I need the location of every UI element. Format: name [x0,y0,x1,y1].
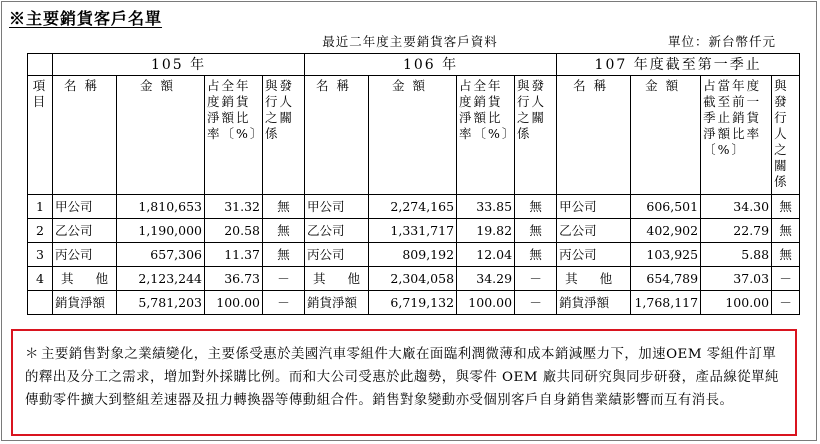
header-amount: 金額 [631,76,701,195]
amount-cell: 2,304,058 [369,267,457,291]
ratio-cell: 31.32 [205,195,263,219]
remark-bullet: ＊ [25,347,39,362]
relation-cell: 無 [515,243,557,267]
header-ratio: 占全年度銷貨淨額比率〔%〕 [205,76,263,195]
customer-name-cell: 銷貨淨額 [305,291,369,315]
remark-text: 主要銷售對象之業績變化，主要係受惠於美國汽車零組件大廠在面臨利潤微薄和成本銷減壓力下，加速OEM 零組件訂單的釋出及分工之需求，增加對外採購比例。而和大公司受惠於此趨勢，與零件 OEM 廠共同研究與同步研發，產品線從單純傳動零件擴大到整組差速器及扭力轉換器等傳動組合件。銷售對象變動亦受個別客戶自身銷售業績影響而互有消長。 [25,347,779,408]
relation-cell: － [515,267,557,291]
relation-cell: － [772,291,800,315]
amount-cell: 2,274,165 [369,195,457,219]
ratio-cell: 22.79 [701,219,772,243]
corner-cell [28,54,53,76]
ratio-cell: 34.29 [457,267,515,291]
header-ratio: 占全年度銷貨淨額比率〔%〕 [457,76,515,195]
header-relation: 與發行人之關係 [772,76,800,195]
amount-cell: 606,501 [631,195,701,219]
header-item: 項目 [28,76,53,195]
table-row [28,243,800,267]
customer-name-cell: 乙公司 [53,219,117,243]
customer-name-cell: 乙公司 [557,219,631,243]
ratio-cell: 34.30 [701,195,772,219]
table-caption: 最近二年度主要銷貨客戶資料 [322,34,498,49]
period-105: 105 年 [53,54,305,76]
period-107q1: 107 年度截至第一季止 [557,54,800,76]
customer-name-cell: 甲公司 [305,195,369,219]
ratio-cell: 20.58 [205,219,263,243]
ratio-cell: 12.04 [457,243,515,267]
amount-cell: 1,190,000 [117,219,205,243]
section-title: ※主要銷貨客戶名單 [9,9,163,28]
amount-cell: 657,306 [117,243,205,267]
amount-cell: 1,768,117 [631,291,701,315]
currency-unit: 單位：新台幣仟元 [667,34,776,49]
row-item-number: 1 [28,195,53,219]
relation-cell: 無 [263,195,305,219]
row-item-number: 4 [28,267,53,291]
header-ratio-quarter: 占當年度截至前一季止銷貨淨額比率〔%〕 [701,76,772,195]
table-row [28,195,800,219]
sales-customer-table [27,53,800,315]
relation-cell: － [263,291,305,315]
relation-cell: － [515,291,557,315]
relation-cell: － [772,267,800,291]
header-relation: 與發行人之關係 [263,76,305,195]
remark-box [11,329,797,436]
customer-name-cell: 銷貨淨額 [53,291,117,315]
ratio-cell: 19.82 [457,219,515,243]
period-header-row [28,54,800,76]
customer-name-cell: 其他 [53,267,117,291]
customer-name-cell: 丙公司 [53,243,117,267]
relation-cell: 無 [772,243,800,267]
customer-name-cell: 銷貨淨額 [557,291,631,315]
customer-name-cell: 其他 [305,267,369,291]
header-amount: 金額 [117,76,205,195]
relation-cell: 無 [772,219,800,243]
relation-cell: 無 [515,219,557,243]
table-row [28,219,800,243]
relation-cell: 無 [772,195,800,219]
amount-cell: 103,925 [631,243,701,267]
customer-name-cell: 乙公司 [305,219,369,243]
table-row [28,291,800,315]
header-amount: 金額 [369,76,457,195]
row-item-number: 3 [28,243,53,267]
customer-name-cell: 其他 [557,267,631,291]
header-name: 名稱 [305,76,369,195]
amount-cell: 5,781,203 [117,291,205,315]
relation-cell: － [263,267,305,291]
remark-text-block [25,343,785,435]
amount-cell: 654,789 [631,267,701,291]
header-relation: 與發行人之關係 [515,76,557,195]
relation-cell: 無 [515,195,557,219]
customer-name-cell: 甲公司 [557,195,631,219]
ratio-cell: 11.37 [205,243,263,267]
amount-cell: 6,719,132 [369,291,457,315]
ratio-cell: 36.73 [205,267,263,291]
period-106: 106 年 [305,54,557,76]
header-name: 名稱 [53,76,117,195]
header-name: 名稱 [557,76,631,195]
ratio-cell: 100.00 [701,291,772,315]
amount-cell: 402,902 [631,219,701,243]
amount-cell: 809,192 [369,243,457,267]
ratio-cell: 33.85 [457,195,515,219]
column-header-row [28,76,800,195]
customer-name-cell: 甲公司 [53,195,117,219]
relation-cell: 無 [263,243,305,267]
customer-name-cell: 丙公司 [305,243,369,267]
ratio-cell: 37.03 [701,267,772,291]
ratio-cell: 5.88 [701,243,772,267]
amount-cell: 2,123,244 [117,267,205,291]
amount-cell: 1,810,653 [117,195,205,219]
row-item-number: 2 [28,219,53,243]
row-item-number [28,291,53,315]
customer-name-cell: 丙公司 [557,243,631,267]
amount-cell: 1,331,717 [369,219,457,243]
table-row [28,267,800,291]
relation-cell: 無 [263,219,305,243]
ratio-cell: 100.00 [457,291,515,315]
table-body [28,195,800,315]
ratio-cell: 100.00 [205,291,263,315]
